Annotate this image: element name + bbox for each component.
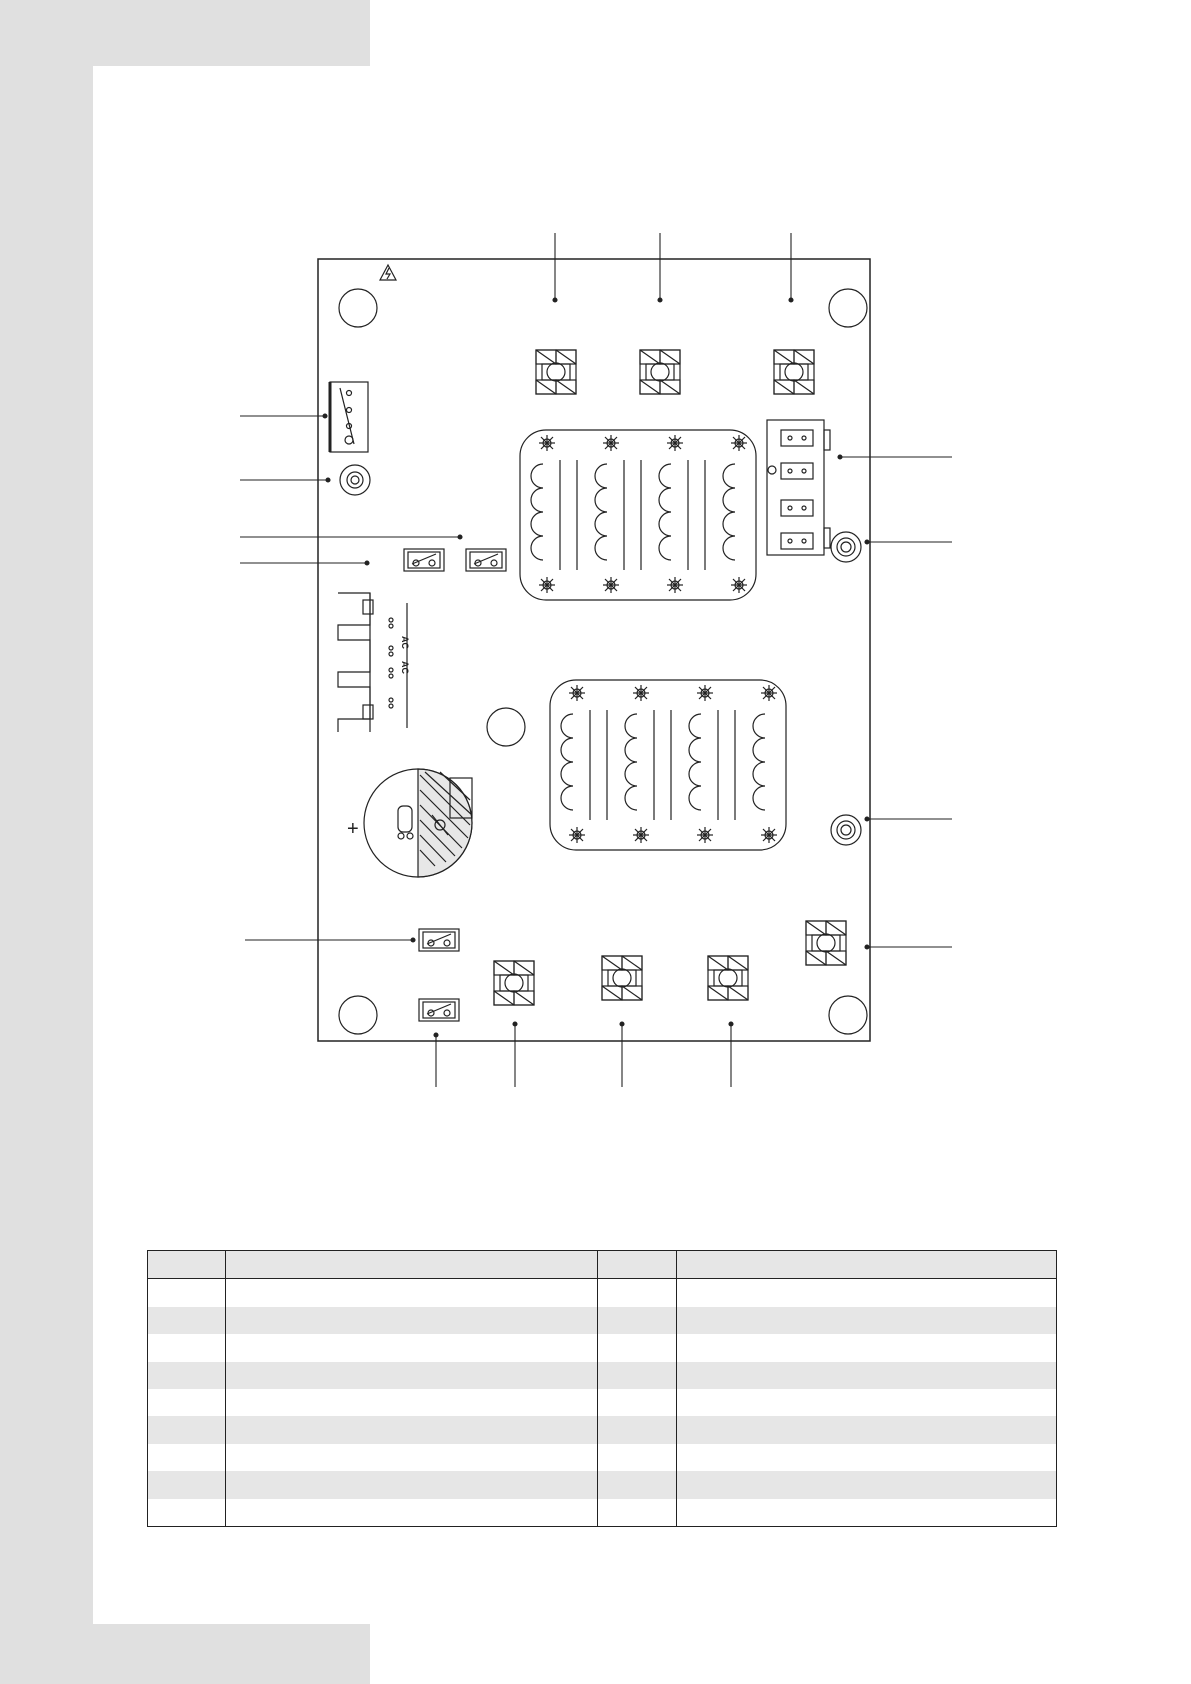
table-cell (226, 1499, 598, 1527)
relay-top-3 (774, 350, 814, 394)
transformer-upper (520, 430, 756, 600)
table-row (148, 1334, 1057, 1361)
table-cell (226, 1389, 598, 1416)
transformer-lower (550, 680, 786, 850)
table-cell (598, 1334, 677, 1361)
table-header-cell (677, 1251, 1057, 1279)
table-cell (677, 1471, 1057, 1498)
table-cell (226, 1307, 598, 1334)
table-row (148, 1362, 1057, 1389)
table-cell (226, 1416, 598, 1443)
table-row (148, 1471, 1057, 1498)
table-row (148, 1307, 1057, 1334)
table-cell (148, 1279, 226, 1307)
table-cell (226, 1471, 598, 1498)
ground-screw-left (340, 465, 370, 495)
table-row (148, 1279, 1057, 1307)
relay-right (806, 921, 846, 965)
fuse-3 (419, 929, 459, 951)
ground-screw-right-top (831, 532, 861, 562)
table-cell (226, 1362, 598, 1389)
table-cell (677, 1416, 1057, 1443)
table-header-cell (226, 1251, 598, 1279)
table-row (148, 1444, 1057, 1471)
table-row (148, 1499, 1057, 1527)
table-cell (677, 1362, 1057, 1389)
relay-top-2 (640, 350, 680, 394)
relay-bottom-3 (708, 956, 748, 1000)
table-header-cell (598, 1251, 677, 1279)
table-header-cell (148, 1251, 226, 1279)
table-cell (598, 1389, 677, 1416)
high-voltage-warning-icon (380, 265, 396, 280)
fuse-1 (404, 549, 444, 571)
ac-label-2: AC (400, 661, 410, 674)
ground-screw-right-bottom (831, 815, 861, 845)
electrolytic-capacitor (364, 769, 472, 877)
table-cell (148, 1444, 226, 1471)
capacitor-plus-sign: + (347, 818, 359, 840)
table-cell (598, 1279, 677, 1307)
table-cell (226, 1444, 598, 1471)
table-cell (148, 1334, 226, 1361)
relay-bottom-1 (494, 961, 534, 1005)
table-cell (148, 1471, 226, 1498)
table-cell (148, 1499, 226, 1527)
table-cell (677, 1444, 1057, 1471)
ac-power-connector (338, 593, 407, 732)
page-bottom-tab (0, 1624, 370, 1684)
table-cell (598, 1444, 677, 1471)
ac-label-1: AC (400, 636, 410, 649)
signal-connector (330, 382, 368, 452)
relay-bottom-2 (602, 956, 642, 1000)
table-cell (677, 1307, 1057, 1334)
table-cell (598, 1362, 677, 1389)
table-cell (148, 1389, 226, 1416)
table-cell (598, 1416, 677, 1443)
pcb-board-outline (318, 259, 870, 1041)
table-cell (148, 1307, 226, 1334)
table-cell (677, 1389, 1057, 1416)
table-cell (598, 1499, 677, 1527)
parts-table (147, 1250, 1057, 1527)
terminal-block-right (767, 420, 830, 555)
table-cell (598, 1471, 677, 1498)
table-cell (677, 1499, 1057, 1527)
table-cell (226, 1279, 598, 1307)
table-cell (677, 1334, 1057, 1361)
table-cell (148, 1416, 226, 1443)
table-header-row (148, 1251, 1057, 1279)
table-cell (148, 1362, 226, 1389)
table-row (148, 1416, 1057, 1443)
table-cell (226, 1334, 598, 1361)
fuse-2 (466, 549, 506, 571)
table-row (148, 1389, 1057, 1416)
relay-top-1 (536, 350, 576, 394)
mounting-holes (339, 289, 867, 1034)
table-cell (677, 1279, 1057, 1307)
fuse-4 (419, 999, 459, 1021)
table-cell (598, 1307, 677, 1334)
callout-leaders (240, 233, 952, 1087)
